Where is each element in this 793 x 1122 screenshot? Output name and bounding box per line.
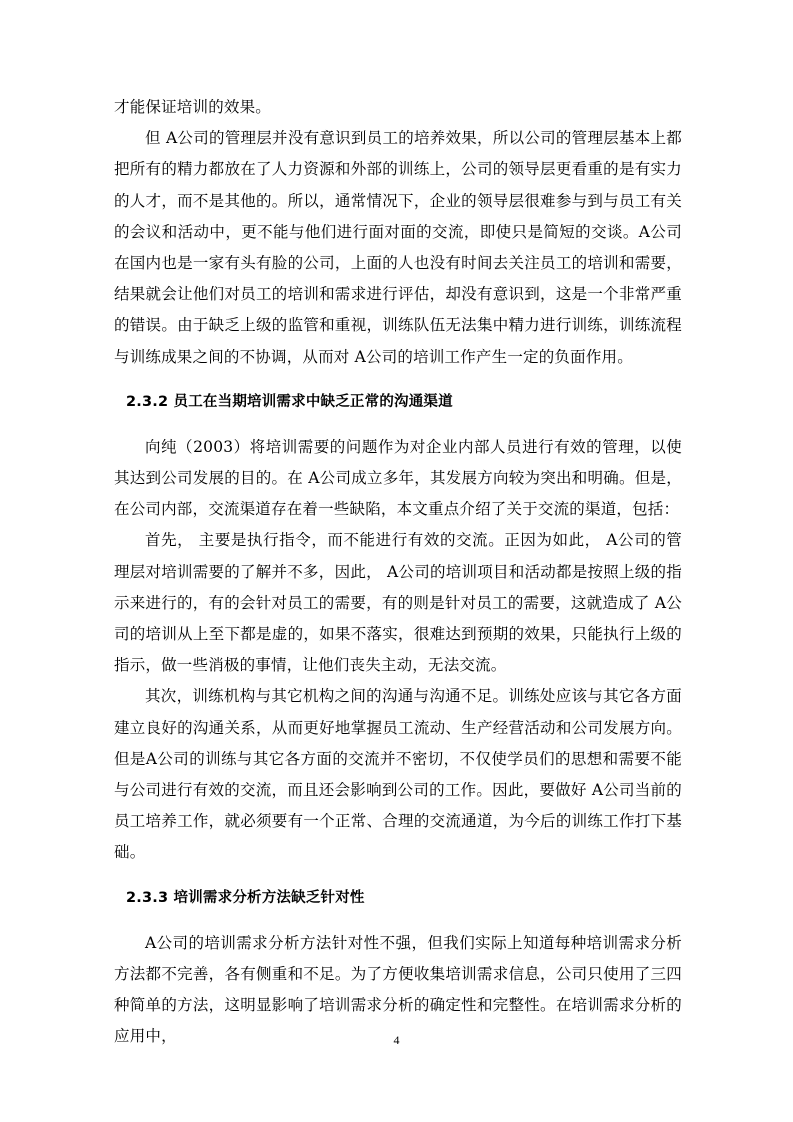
paragraph-continuation: 才能保证培训的效果。 — [114, 98, 272, 116]
page-number: 4 — [393, 1033, 400, 1047]
paragraph-communication-second: 其次，训练机构与其它机构之间的沟通与沟通不足。训练处应该与其它各方面建立良好的沟通关系，从而更好地掌握员工流动、生产经营活动和公司发展方向。但是A公司的训练与其它各方面的交流并不密切，不仅使学员们的思想和需要不能与公司进行有效的交流，而且还会影响到公司的工作。因此，要做好 A公司当前的员工培养工作，就必须要有一个正常、合理的交流通道，为今后的训练工作打下基础。 — [114, 687, 682, 862]
section-heading-2-3-3: 2.3.3 培训需求分析方法缺乏针对性 — [126, 889, 365, 906]
paragraph-communication-intro: 向纯（2003）将培训需要的问题作为对企业内部人员进行有效的管理，以使其达到公司发展的目的。在 A公司成立多年，其发展方向较为突出和明确。但是，在公司内部，交流渠道存在着一些缺陷，本文重点介绍了关于交流的渠道，包括： — [114, 437, 682, 519]
page-content — [114, 92, 682, 1052]
paragraph-communication-first: 首先， 主要是执行指令，而不能进行有效的交流。正因为如此， A公司的管理层对培训需要的了解并不多，因此， A公司的培训项目和活动都是按照上级的指示来进行的，有的会针对员工的需要，有的则是针对员工的需要，这就造成了 A公司的培训从上至下都是虚的，如果不落实，很难达到预期的效果，只能执行上级的指示，做一些消极的事情，让他们丧失主动，无法交流。 — [114, 531, 682, 675]
section-heading-2-3-2: 2.3.2 员工在当期培训需求中缺乏正常的沟通渠道 — [126, 393, 453, 410]
paragraph-analysis-methods: A公司的培训需求分析方法针对性不强，但我们实际上知道每种培训需求分析方法都不完善，各有侧重和不足。为了方便收集培训需求信息，公司只使用了三四种简单的方法，这明显影响了培训需求分析的确定性和完整性。在培训需求分析的应用中， — [114, 933, 682, 1046]
paragraph-management-awareness: 但 A公司的管理层并没有意识到员工的培养效果，所以公司的管理层基本上都把所有的精力都放在了人力资源和外部的训练上，公司的领导层更看重的是有实力的人才，而不是其他的。所以，通常情况下，企业的领导层很难参与到与员工有关的会议和活动中，更不能与他们进行面对面的交流，即使只是简短的交谈。A公司在国内也是一家有头有脸的公司，上面的人也没有时间去关注员工的培训和需要，结果就会让他们对员工的培训和需求进行评估，却没有意识到，这是一个非常严重的错误。由于缺乏上级的监管和重视，训练队伍无法集中精力进行训练，训练流程与训练成果之间的不协调，从而对 A公司的培训工作产生一定的负面作用。 — [114, 129, 682, 366]
